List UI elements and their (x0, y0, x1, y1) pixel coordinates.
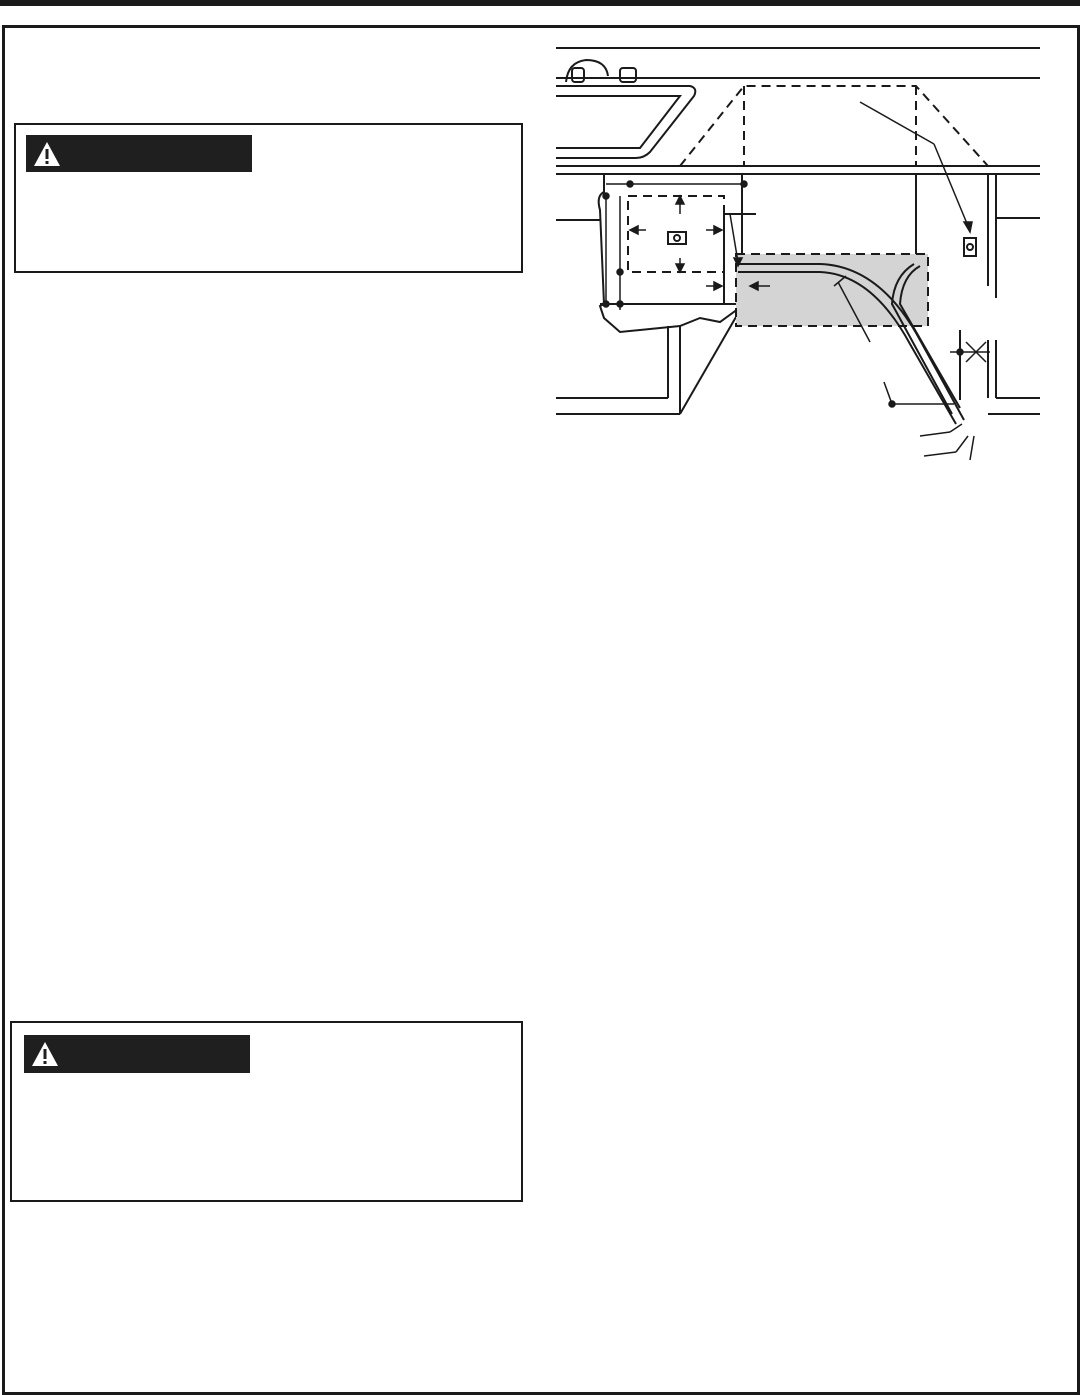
warning-triangle-icon (32, 140, 62, 168)
installation-diagram (552, 40, 1044, 465)
top-rule (0, 0, 1080, 6)
warning-header-bottom (24, 1035, 250, 1073)
warning-triangle-icon (30, 1040, 60, 1068)
warning-box-bottom (10, 1021, 523, 1202)
warning-box-top (14, 123, 523, 273)
warning-header-top (26, 135, 252, 172)
